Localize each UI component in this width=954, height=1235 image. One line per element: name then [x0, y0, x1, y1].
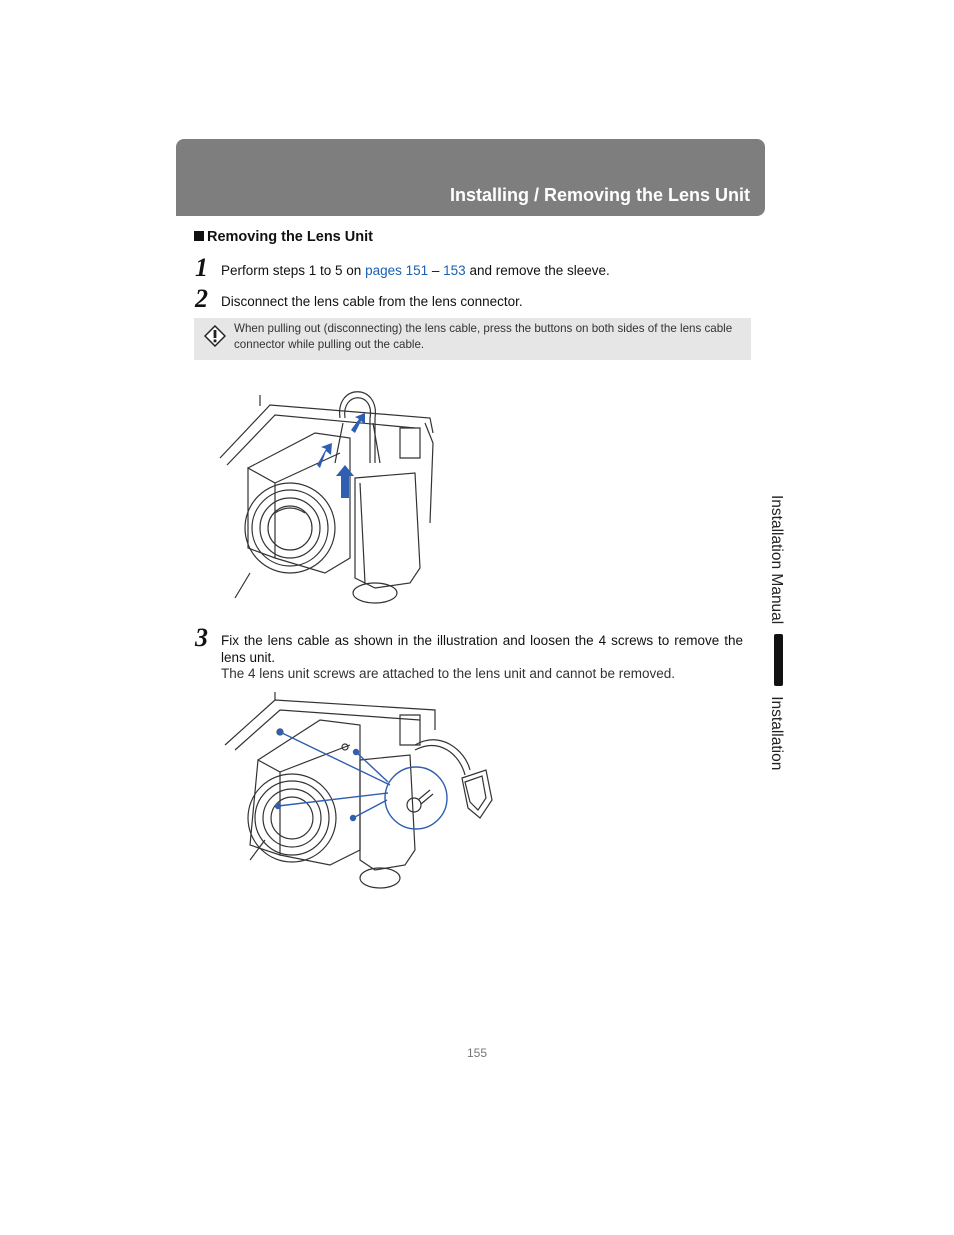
- caution-icon: [204, 325, 226, 347]
- page-number: 155: [466, 1046, 488, 1060]
- step-1-number: 1: [195, 253, 208, 282]
- chapter-header: [176, 139, 765, 216]
- chapter-title: Installing / Removing the Lens Unit: [449, 185, 750, 205]
- step-2-text: Disconnect the lens cable from the lens connector.: [221, 294, 523, 309]
- direction-arrows: [317, 413, 365, 498]
- pages-151-link[interactable]: pages 151: [365, 263, 429, 278]
- lens-unit-screws-illustration: [220, 690, 500, 895]
- section-heading: [194, 229, 373, 245]
- step-2-number: 2: [195, 284, 208, 313]
- caution-note-text: When pulling out (disconnecting) the lens cable, press the buttons on both sides of the lens cable connector while pulling out the cable.: [234, 322, 733, 351]
- screw-callout-lines: [276, 730, 391, 821]
- step-1-dash: –: [428, 263, 444, 278]
- step-1-text-end: and remove the sleeve.: [465, 263, 610, 278]
- side-tab-section: Installation: [768, 696, 785, 771]
- side-tab-marker: [774, 634, 783, 686]
- square-bullet-icon: [194, 231, 204, 241]
- side-tab-manual: Installation Manual: [768, 495, 785, 625]
- caution-note: [194, 318, 751, 360]
- step-3-number: 3: [195, 623, 208, 652]
- section-heading-text: Removing the Lens Unit: [207, 229, 373, 245]
- step-3-subtext: The 4 lens unit screws are attached to the lens unit and cannot be removed.: [221, 666, 676, 681]
- lens-cable-disconnect-illustration: [215, 383, 440, 608]
- step-3-text: Fix the lens cable as shown in the illustration and loosen the 4 screws to remove the lens unit.: [221, 633, 743, 665]
- page-153-link[interactable]: 153: [443, 263, 466, 278]
- step-1-text-start: Perform steps 1 to 5 on: [221, 263, 366, 278]
- side-tab: [760, 495, 790, 771]
- step-1-text: [221, 262, 610, 279]
